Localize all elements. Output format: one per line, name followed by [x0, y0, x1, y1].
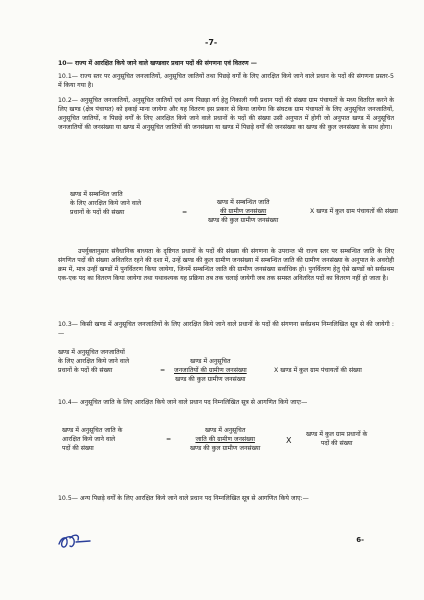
- formula-1-equals: =: [182, 209, 188, 216]
- formula-3-left-line: खण्ड में अनुसूचित जाति के: [62, 427, 123, 434]
- formula-3-numerator: खण्ड में अनुसूचित: [205, 427, 246, 434]
- formula-3-left-line: पदों की संख्या: [62, 445, 94, 452]
- formula-2-left-line: के लिए आरक्षित किये जाने वाले: [58, 358, 130, 365]
- formula-1-left: [70, 190, 141, 217]
- formula-1-left-line: के लिए आरक्षित किये जाने वाले: [70, 200, 142, 207]
- formula-3-multiplier-line: पदों की संख्या: [320, 440, 353, 447]
- formula-1-left-line: खण्ड में सम्बन्धित जाति: [70, 191, 123, 198]
- paragraph-10-5: 10.5— अन्य पिछड़े वर्गों के लिए आरक्षित किये जाने वाले प्रधान पद निम्नलिखित सूत्र से आगणित किये जाए:—: [58, 495, 309, 502]
- formula-3-times: X: [286, 436, 292, 445]
- formula-3-left: [62, 426, 122, 453]
- formula-3-equals: =: [166, 436, 172, 443]
- formula-1-fraction: [208, 198, 278, 225]
- formula-3-denominator: खण्ड की कुल ग्रामीण जनसंख्या: [190, 445, 261, 452]
- formula-1-numerator: की ग्रामीण जनसंख्या: [220, 208, 267, 215]
- section-10-heading: 10— राज्य में आरक्षित किये जाने वाले खण्डवार प्रधान पदों की संगणना एवं वितरण —: [58, 60, 257, 67]
- formula-1-numerator: खण्ड में सम्बन्धित जाति: [216, 199, 270, 206]
- formula-3-left-line: आरक्षित किये जाने वाले: [62, 436, 116, 443]
- formula-3-multiplier: [306, 430, 367, 448]
- formula-1-left-line: प्रधानों के पदों की संख्या: [70, 209, 125, 216]
- formula-3-multiplier-line: खण्ड में कुल ग्राम प्रधानों के: [306, 431, 368, 438]
- paragraph-10-4: 10.4— अनुसूचित जाति के लिए आरक्षित किये जाने वाले प्रधान पद निम्नलिखित सूत्र से आगणित किये जाएः—: [58, 399, 308, 406]
- formula-2-fraction: [174, 357, 247, 384]
- formula-2-left-line: प्रधानों के पदों की संख्या: [58, 367, 113, 374]
- formula-2-multiplier: X खण्ड में कुल ग्राम पंचायतों की संख्या: [274, 367, 362, 374]
- formula-1-denominator: खण्ड की कुल ग्रामीण जनसंख्या: [208, 217, 279, 224]
- paragraph-10-2: 10.2— अनुसूचित जनजातियों, अनुसूचित जातियों एवं अन्य पिछड़ा वर्ग हेतु निकाली गयी प्रधान पदों की संख्या ग्राम पंचायतों के मध्य वितरित करने के लिए खण्ड (क्षेत्र पंचायत) को इकाई माना जायेगा और यह वितरण इस प्रकार से किया जायेगा कि संघटक ग्राम पंचायतों के लिए अनुसूचित जनजातियों, अनुसूचित जातियों, व पिछड़े वर्गों के लिए आरक्षित किये जाने वाले प्रधानों के पदों की संख्या उसी अनुपात में होगी जो अनुपात खण्ड में अनुसूचित जनजातियों की जनसंख्या या खण्ड में अनुसूचित जातियों की जनसंख्या या खण्ड में पिछड़े वर्गों की जनसंख्या का खण्ड की कुल जनसंख्या के साथ होगा।: [58, 97, 394, 131]
- formula-3-fraction: [190, 426, 260, 453]
- formula-2-left: [58, 348, 129, 375]
- formula-2-denominator: खण्ड की कुल ग्रामीण जनसंख्या: [175, 376, 246, 383]
- formula-2-numerator: जनजातियों की ग्रामीण जनसंख्या: [174, 367, 247, 374]
- paragraph-redistribution: उपर्युक्तानुसार संवैधानिक बाध्यता के दृष्टिगत प्रधानों के पदों की संख्या की संगणना के उपरान्त भी राज्य स्तर पर सम्बन्धित जाति के लिए संगणित पदों की संख्या अवितरित रहने की दशा में, उन्हें खण्ड की कुल ग्रामीण जनसंख्या में सम्बन्धित जाति की ग्रामीण जनसंख्या के अनुपात के अवरोही क्रम में, मात्र उन्हीं खण्डों में पुनर्वितरण किया जायेगा, जिनमें सम्बन्धित जाति की ग्रामीण जनसंख्या सर्वाधिक हो। पुनर्वितरण हेतु ऐसे खण्डों को सर्वप्रथम एक-एक पद का वितरण किया जायेगा तथा यथावश्यक यह प्रक्रिया तब तक चलाई जायेगी जब तक समस्त अवितरित पदों का वितरण नहीं हो जाता है।: [58, 248, 394, 282]
- formula-2-numerator: खण्ड में अनुसूचित: [190, 358, 231, 365]
- formula-1-multiplier: X खण्ड में कुल ग्राम पंचायतों की संख्या: [310, 208, 398, 215]
- formula-2-equals: =: [160, 367, 166, 374]
- footer-page-number: 6-: [356, 536, 364, 544]
- page-number: -7-: [205, 38, 218, 47]
- formula-3-numerator: जाति की ग्रामीण जनसंख्या: [195, 436, 255, 443]
- formula-2-left-line: खण्ड में अनुसूचित जनजातियों: [58, 349, 125, 356]
- signature: [56, 530, 92, 554]
- paragraph-10-3: 10.3— किसी खण्ड में अनुसूचित जनजातियों के लिए आरक्षित किये जाने वाले प्रधानों के पदों की संगणना सर्वप्रथम निम्नलिखित सूत्र से की जायेगी :—: [58, 321, 394, 337]
- paragraph-10-1: 10.1— राज्य स्तर पर अनुसूचित जनजातियों, अनुसूचित जातियों तथा पिछड़े वर्गों के लिए आरक्षित किये जाने वाले प्रधान के पदों की संगणना प्रस्तर-5 में किया गया है।: [58, 73, 394, 89]
